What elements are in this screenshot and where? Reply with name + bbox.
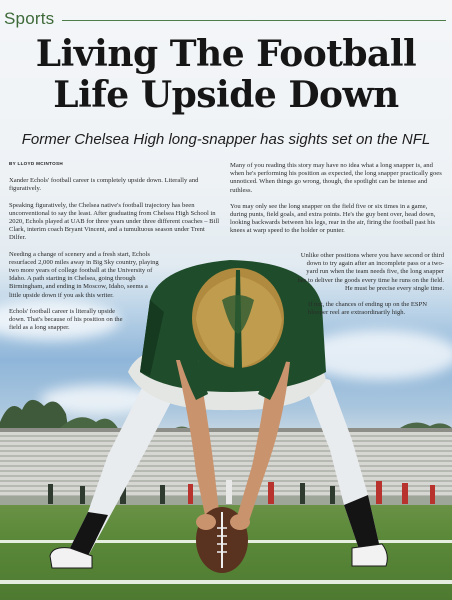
paragraph: Unlike other positions where you have second or third down to try again after an incomplete pass or a two-yard run when the team needs five, the long snapper has to deliver the goods every time he runs on the field. He must be precise every single time. (297, 252, 444, 292)
section-header (0, 9, 452, 31)
paragraph: Needing a change of scenery and a fresh start, Echols resurfaced 2,000 miles away in Big Sky country, playing two more years of college football at the University of Idaho. A path starting in Chelsea, going through Birmingham, and ending in Moscow, Idaho, seems a little upside down if you ask this writer. (9, 250, 159, 299)
article-subhead: Former Chelsea High long-snapper has sights set on the NFL (21, 131, 431, 148)
section-divider (62, 20, 446, 21)
headline-line-2: Life Upside Down (53, 74, 399, 116)
paragraph: Many of you reading this story may have no idea what a long snapper is, and when he's performing his position as expected, the long snapper practically goes unnoticed. When things go wrong, though, the spotlight can be intense and ruthless. (230, 162, 442, 194)
headline-line-1: Living The Football (35, 33, 417, 75)
left-column (9, 160, 221, 340)
paragraph: Xander Echols' football career is completely upside down. Literally and figuratively. (9, 177, 199, 193)
right-column-continued (282, 252, 444, 325)
right-column (230, 162, 444, 244)
article-headline (0, 34, 452, 116)
paragraph: Echols' football career is literally upside down. That's because of his position on the field as a long snapper. (9, 307, 123, 332)
section-label: Sports (4, 9, 55, 28)
byline: BY LLOYD MCINTOSH (9, 161, 63, 166)
paragraph: If not, the chances of ending up on the ESPN blooper reel are extraordinarily high. (308, 301, 428, 317)
paragraph: You may only see the long snapper on the field five or six times in a game, during punts, field goals, and extra points. He's the guy bent over, head down, looking backwards between his legs, rear in the air, firing the football past his knees at warp speed to the holder or punter. (230, 202, 436, 235)
paragraph: Speaking figuratively, the Chelsea native's football trajectory has been unconventional to say the least. After graduating from Chelsea High School in 2020, Echols played at UAB for three years under three different coaches – Bill Clark, interim coach Bryant Vincent, and a tumultuous season under Trent Dilfer. (9, 201, 220, 242)
